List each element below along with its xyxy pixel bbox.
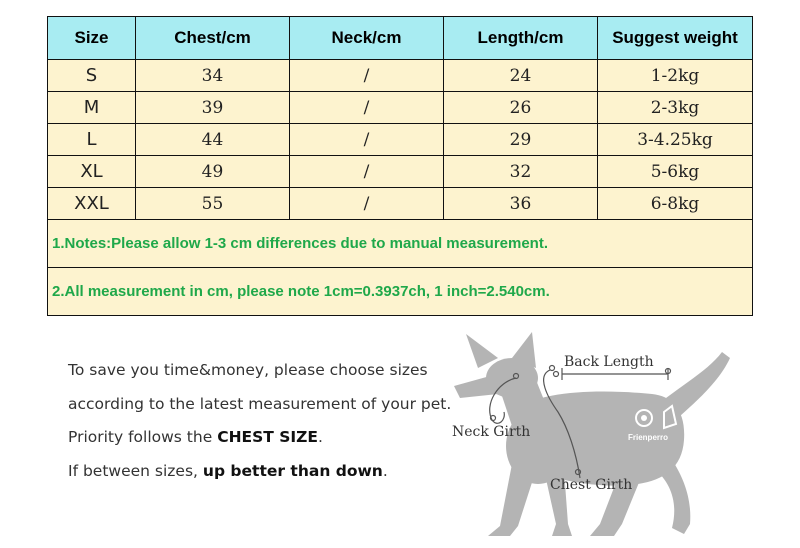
- table-row: [48, 92, 753, 124]
- length-cell: 29: [444, 124, 598, 156]
- size-cell: S: [48, 60, 136, 92]
- sizing-advice-emphasis: up better than down: [202, 461, 383, 480]
- sizing-instructions: [68, 354, 468, 488]
- instruction-text: .: [318, 428, 323, 446]
- chest-cell: 55: [136, 188, 290, 220]
- instruction-line: according to the latest measurement of your pet.: [68, 394, 452, 413]
- instruction-line: [68, 421, 468, 455]
- table-row: [48, 124, 753, 156]
- instruction-line: To save you time&money, please choose sizes: [68, 361, 428, 379]
- measurement-note: 1.Notes:Please allow 1-3 cm differences due to manual measurement.: [48, 220, 753, 268]
- weight-cell: 5-6kg: [598, 156, 753, 188]
- header-chest: Chest/cm: [136, 17, 290, 60]
- table-row: [48, 156, 753, 188]
- weight-cell: 2-3kg: [598, 92, 753, 124]
- note-row: [48, 268, 753, 316]
- weight-cell: 3-4.25kg: [598, 124, 753, 156]
- dog-measurement-diagram: [440, 328, 740, 546]
- chest-cell: 39: [136, 92, 290, 124]
- weight-cell: 1-2kg: [598, 60, 753, 92]
- chest-girth-label: Chest Girth: [550, 477, 633, 493]
- length-cell: 24: [444, 60, 598, 92]
- note-row: [48, 220, 753, 268]
- instruction-text: If between sizes,: [68, 461, 203, 480]
- table-header-row: [48, 17, 753, 60]
- weight-cell: 6-8kg: [598, 188, 753, 220]
- table-row: [48, 60, 753, 92]
- size-cell: XXL: [48, 188, 136, 220]
- instruction-text: Priority follows the: [68, 428, 218, 446]
- size-cell: M: [48, 92, 136, 124]
- header-size: Size: [48, 17, 136, 60]
- header-weight: Suggest weight: [598, 17, 753, 60]
- length-cell: 36: [444, 188, 598, 220]
- instruction-line: [68, 455, 468, 489]
- back-length-label: Back Length: [564, 354, 654, 370]
- neck-cell: /: [290, 92, 444, 124]
- size-cell: L: [48, 124, 136, 156]
- length-cell: 32: [444, 156, 598, 188]
- chest-cell: 49: [136, 156, 290, 188]
- neck-cell: /: [290, 60, 444, 92]
- neck-cell: /: [290, 124, 444, 156]
- header-neck: Neck/cm: [290, 17, 444, 60]
- size-cell: XL: [48, 156, 136, 188]
- brand-name: Frienperro: [628, 433, 669, 442]
- instruction-text: .: [382, 461, 388, 480]
- size-chart-table: [47, 16, 753, 316]
- unit-conversion-note: 2.All measurement in cm, please note 1cm=0.3937ch, 1 inch=2.540cm.: [48, 268, 753, 316]
- neck-cell: /: [290, 188, 444, 220]
- neck-girth-label: Neck Girth: [452, 424, 531, 440]
- table-row: [48, 188, 753, 220]
- chest-cell: 44: [136, 124, 290, 156]
- header-length: Length/cm: [444, 17, 598, 60]
- chest-size-emphasis: CHEST SIZE: [217, 428, 319, 446]
- length-cell: 26: [444, 92, 598, 124]
- chest-cell: 34: [136, 60, 290, 92]
- neck-cell: /: [290, 156, 444, 188]
